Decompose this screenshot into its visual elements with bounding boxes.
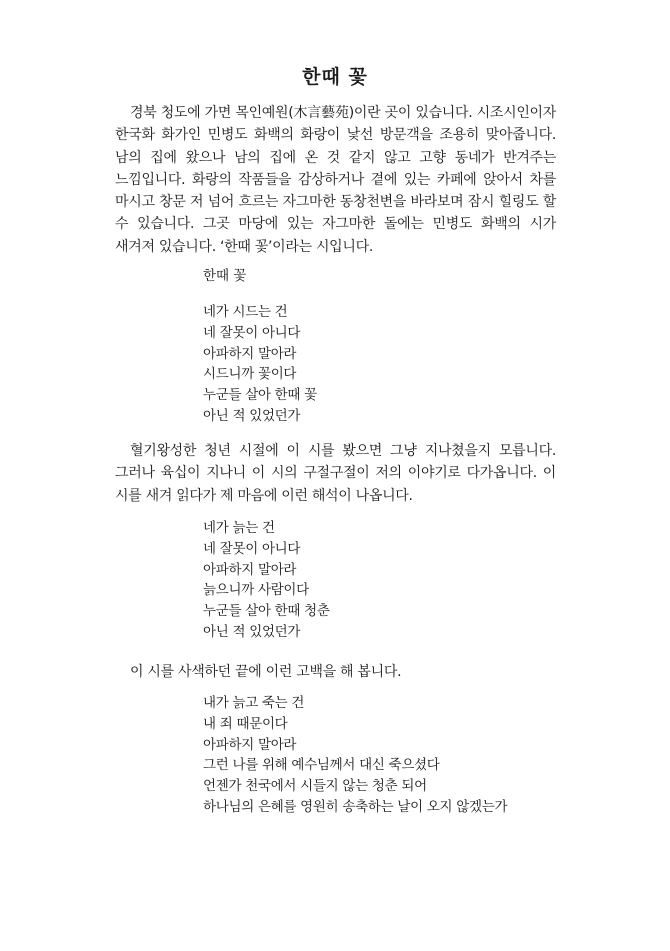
poem1 xyxy=(203,302,317,427)
middle-paragraph: 혈기왕성한 청년 시절에 이 시를 봤으면 그냥 지나쳤을지 모릅니다. 그러나 육십이 지나니 이 시의 구절구절이 저의 이야기로 다가옵니다. 이 시를 새겨 읽다가 제 마음에 이런 해석이 나옵니다. xyxy=(115,443,556,504)
poem-line: 그런 나를 위해 예수님께서 대신 죽으셨다 xyxy=(203,757,440,774)
intro-paragraph: 경북 청도에 가면 목인예원(木言藝苑)이란 곳이 있습니다. 시조시인이자 한국화 화가인 민병도 화백의 화랑이 낯선 방문객을 조용히 맞아줍니다. 남의 집에 왔으나 남의 집에 온 것 같지 않고 고향 동네가 반겨주는 느낌입니다. 화랑의 작품들을 감상하거나 곁에 있는 카페에 앉아서 차를 마시고 창문 저 넘어 흐르는 자그마한 동창천변을 바라보며 잠시 힐링도 할 수 있습니다. 그곳 마당에 있는 자그마한 돌에는 민병도 화백의 시가 새겨져 있습니다. ‘한때 꽃’이라는 시입니다. xyxy=(115,105,556,255)
closing-paragraph: 이 시를 사색하던 끝에 이런 고백을 해 봅니다. xyxy=(130,664,402,680)
poem-line: 누군들 살아 한때 꽃 xyxy=(203,387,317,404)
poem-line: 언젠가 천국에서 시들지 않는 청춘 되어 xyxy=(203,778,427,795)
poem1-title: 한때 꽃 xyxy=(203,268,247,284)
poem-line: 시드니까 꽃이다 xyxy=(203,366,297,383)
poem-line: 누군들 살아 한때 청춘 xyxy=(203,603,330,620)
document-title: 한때 꽃 xyxy=(302,66,368,88)
poem-line: 내 죄 때문이다 xyxy=(203,715,288,732)
poem-line: 하나님의 은혜를 영원히 송축하는 날이 오지 않겠는가 xyxy=(203,798,508,815)
poem-line: 아파하지 말아라 xyxy=(203,345,297,362)
poem-line: 내가 늙고 죽는 건 xyxy=(203,695,305,711)
poem-line: 아파하지 말아라 xyxy=(203,736,297,753)
poem3 xyxy=(203,693,507,818)
poem-line: 아파하지 말아라 xyxy=(203,561,297,578)
poem-line: 네 잘못이 아니다 xyxy=(203,540,301,557)
poem-line: 아닌 적 있었던가 xyxy=(203,623,301,640)
poem-line: 네가 늙는 건 xyxy=(203,520,275,536)
poem-line: 아닌 적 있었던가 xyxy=(203,407,301,424)
poem-line: 네가 시드는 건 xyxy=(203,304,288,320)
poem2 xyxy=(203,518,330,643)
poem-line: 늙으니까 사람이다 xyxy=(203,582,309,599)
poem-line: 네 잘못이 아니다 xyxy=(203,324,301,341)
